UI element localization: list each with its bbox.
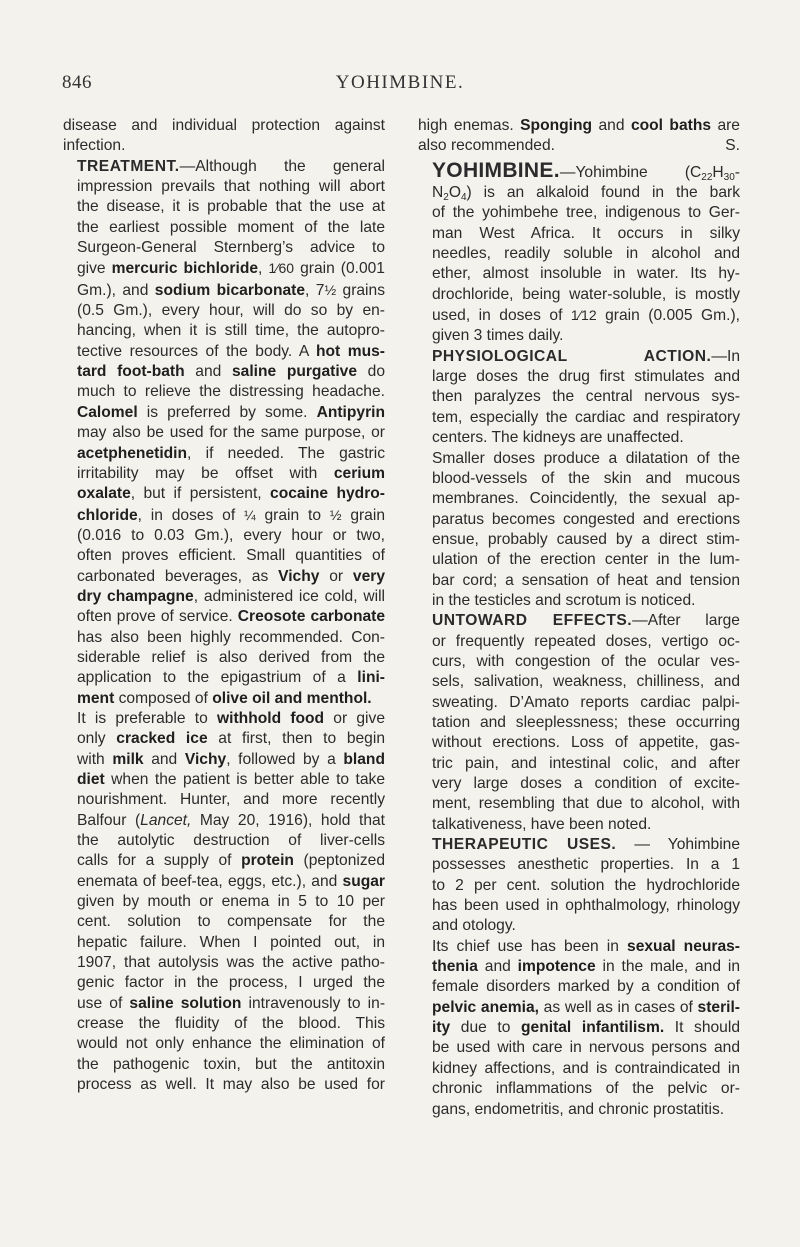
paragraph-therapeutic: THERAPEUTIC USES. — Yohimbine possesses anesthetic properties. In a 1 to 2 per cent. solution the hydrochloride has been used in ophthalmology, rhinology and otology.: [432, 836, 740, 935]
paragraph-yohimbine: YOHIMBINE.—Yohimbine ($C_{22}H_{30}-$ $N_2O_4$) is an alkaloid found in the bark of the yohimbehe tree, indigenous to Ger- man West Africa. It occurs in silky needles, readily soluble in alcohol and ether, almost insoluble in water. Its hy- drochloride, being water-soluble, is mostly used, in doses of 1⁄12 grain (0.005 Gm.), given 3 times daily.: [432, 158, 740, 345]
therapeutic-heading: THERAPEUTIC USES.: [432, 836, 617, 854]
author-signature: S.: [725, 137, 740, 155]
paragraph-disease: disease and individual protection against infection.: [63, 117, 385, 155]
untoward-heading: UNTOWARD EFFECTS.: [432, 612, 633, 630]
paragraph-physiological: PHYSIOLOGICAL ACTION.—In large doses the drug first stimulates and then paralyzes the central nervous sys- tem, especially the cardiac and respiratory centers. The kidneys are unaffected.: [432, 347, 740, 447]
left-column: [63, 116, 385, 1096]
page-number: 846: [62, 72, 92, 93]
paragraph-enemas: high enemas. Sponging and cool baths are also recommended. S.: [418, 116, 740, 157]
paragraph-smaller-doses: Smaller doses produce a dilatation of the blood-vessels of the skin and mucous membranes. Coincidently, the sexual ap- paratus becomes congested and erections ensue, probably caused by a direct stim- ulation of the erection center in the lum- bar cord; a sensation of heat and tension in the testicles and scrotum is noticed.: [432, 449, 740, 609]
treatment-heading: TREATMENT.: [77, 157, 180, 175]
yohimbine-heading: YOHIMBINE.: [432, 158, 560, 182]
paragraph-untoward: UNTOWARD EFFECTS.—After large or frequently repeated doses, vertigo oc- curs, with congestion of the ocular ves- sels, salivation, weakness, chilliness, and sweating. D’Amato reports cardiac palpi- tation and sleeplessness; these occurring without erections. Loss of appetite, gas- tric pain, and intestinal colic, and after very large doses a condition of excite- ment, resembling that due to alcohol, with talkativeness, have been noted.: [432, 612, 740, 833]
paragraph-chief-use: Its chief use has been in sexual neuras- thenia and impotence in the male, and in female disorders marked by a condition of pelvic anemia, as well as in cases of steril- ity due to genital infantilism. It should be used with care in nervous persons and kidney affections, and is contraindicated in chronic inflammations of the pelvic or- gans, endometritis, and chronic prostatitis.: [432, 937, 741, 1118]
paragraph-treatment: TREATMENT.—Although the general impression prevails that nothing will abort the disease, it is probable that the use at the earliest possible moment of the late Surgeon-General Sternberg’s advice to give mercuric bichloride, 1⁄60 grain (0.001 Gm.), and sodium bicarbonate, 7½ grains (0.5 Gm.), every hour, will do so by en- hancing, when it is still time, the autopro- tective resources of the body. A hot mus- tard foot-bath and saline purgative do much to relieve the distressing headache. Calomel is preferred by some. Antipyrin may also be used for the same purpose, or acetphenetidin, if needed. The gastric irritability may be offset with cerium oxalate, but if persistent, cocaine hydro- chloride, in doses of ¼ grain to ½ grain (0.016 to 0.03 Gm.), every hour or two, often proves efficient. Small quantities of carbonated beverages, as Vichy or very dry champagne, administered ice cold, will often prove of service. Creosote carbonate has also been highly recommended. Con- siderable relief is also derived from the application to the epigastrium of a lini- ment composed of olive oil and menthol.: [77, 157, 386, 707]
page-header: [0, 72, 800, 102]
physiological-heading: PHYSIOLOGICAL ACTION.: [432, 347, 712, 365]
paragraph-withhold-food: It is preferable to withhold food or give only cracked ice at first, then to begin with milk and Vichy, followed by a bland diet when the patient is better able to take nourishment. Hunter, and more recently Balfour (Lancet, May 20, 1916), hold that the autolytic destruction of liver-cells calls for a supply of protein (peptonized enemata of beef-tea, eggs, etc.), and sugar given by mouth or enema in 5 to 10 per cent. solution to compensate for the hepatic failure. When I pointed out, in 1907, that autolysis was the active patho- genic factor in the process, I urged the use of saline solution intravenously to in- crease the fluidity of the blood. This would not only enhance the elimination of the pathogenic toxin, but the antitoxin process as well. It may also be used for: [77, 709, 386, 1094]
right-column: [418, 116, 740, 1120]
running-title: YOHIMBINE.: [335, 72, 465, 93]
